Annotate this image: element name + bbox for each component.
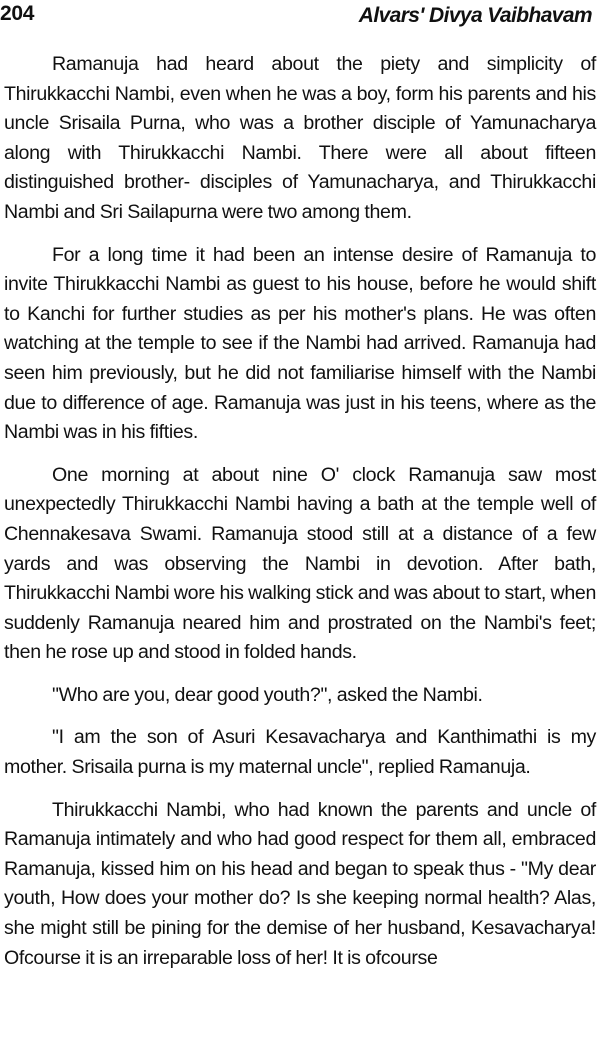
running-title: Alvars' Divya Vaibhavam	[358, 4, 592, 27]
paragraph: One morning at about nine O' clock Ramanuja saw most unexpectedly Thirukkacchi Nambi having a bath at the temple well of Chennakesava Swami. Ramanuja stood still at a distance of a few yards and was observing the Nambi in devotion. After bath, Thirukkacchi Nambi wore his walking stick and was about to start, when suddenly Ramanuja neared him and prostrated on the Nambi's feet; then he rose up and stood in folded hands.	[4, 463, 596, 664]
page-number: 204	[0, 2, 35, 25]
paragraph: Ramanuja had heard about the piety and simplicity of Thirukkacchi Nambi, even when he was a boy, form his parents and his uncle Srisaila Purna, who was a brother disciple of Yamunacharya along with Thirukkacchi Nambi. There were all about fifteen distinguished brother- disciples of Yamunacharya, and Thirukkacchi Nambi and Sri Sailapurna were two among them.	[4, 53, 596, 223]
paragraph: Thirukkacchi Nambi, who had known the parents and uncle of Ramanuja intimately and who had good respect for them all, embraced Ramanuja, kissed him on his head and began to speak thus - "My dear youth, How does your mother do? Is she keeping normal health? Alas, she might still be pining for the demise of her husband, Kesavacharya! Ofcourse it is an irreparable loss of her! It is ofcourse	[4, 798, 596, 969]
page-header	[0, 0, 600, 34]
paragraph: For a long time it had been an intense desire of Ramanuja to invite Thirukkacchi Nambi as guest to his house, before he would shift to Kanchi for further studies as per his mother's plans. He was often watching at the temple to see if the Nambi had arrived. Ramanuja had seen him previously, but he did not familiarise himself with the Nambi due to difference of age. Ramanuja was just in his teens, where as the Nambi was in his fifties.	[4, 243, 596, 444]
paragraph: "I am the son of Asuri Kesavacharya and Kanthimathi is my mother. Srisaila purna is my maternal uncle", replied Ramanuja.	[4, 726, 596, 779]
body-text	[4, 50, 596, 986]
paragraph: "Who are you, dear good youth?", asked the Nambi.	[52, 683, 483, 706]
